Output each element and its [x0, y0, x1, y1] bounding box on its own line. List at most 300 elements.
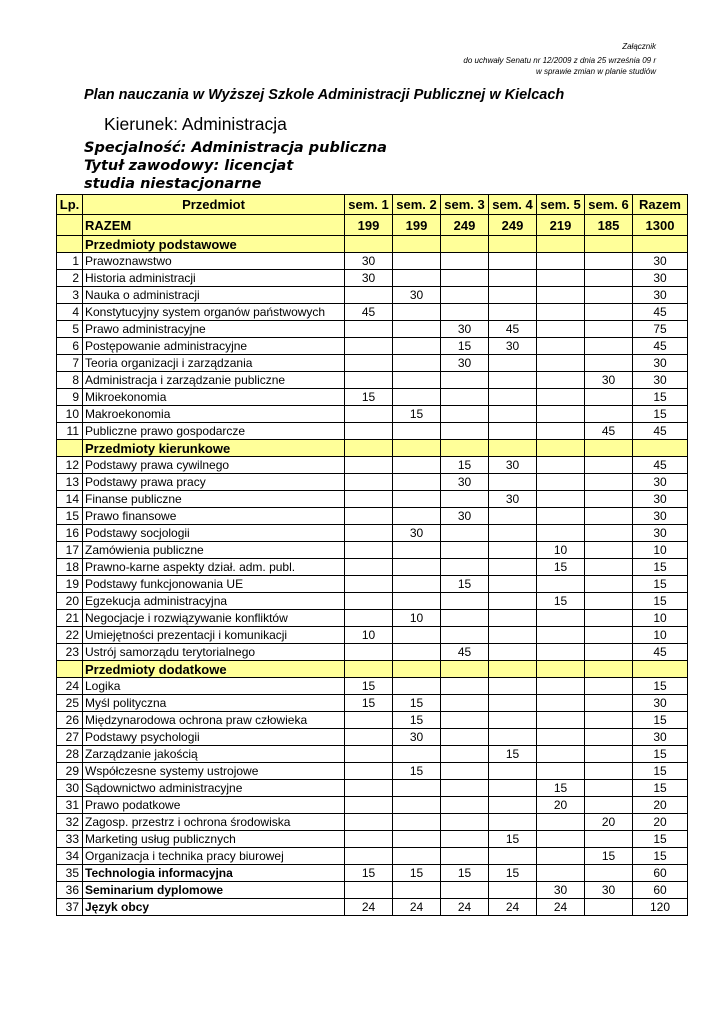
row-sem1	[345, 423, 393, 440]
total-sem3: 249	[441, 215, 489, 236]
table-row	[57, 253, 688, 270]
row-subject: Postępowanie administracyjne	[83, 338, 345, 355]
row-sem6: 45	[585, 423, 633, 440]
row-sem1	[345, 797, 393, 814]
table-row	[57, 542, 688, 559]
table-row	[57, 695, 688, 712]
row-lp: 16	[57, 525, 83, 542]
table-row	[57, 729, 688, 746]
row-sem2: 30	[393, 525, 441, 542]
section-cell	[345, 236, 393, 253]
row-sem6	[585, 729, 633, 746]
row-sem1	[345, 542, 393, 559]
row-sem6	[585, 270, 633, 287]
row-sem4	[489, 372, 537, 389]
row-lp: 20	[57, 593, 83, 610]
row-sem1: 15	[345, 865, 393, 882]
row-total: 15	[633, 678, 688, 695]
row-sem5: 24	[537, 899, 585, 916]
row-sem4	[489, 355, 537, 372]
row-sem3	[441, 287, 489, 304]
row-sem4: 30	[489, 338, 537, 355]
row-lp: 5	[57, 321, 83, 338]
row-total: 30	[633, 355, 688, 372]
row-sem6	[585, 355, 633, 372]
row-sem5	[537, 491, 585, 508]
section-row	[57, 236, 688, 253]
table-row	[57, 899, 688, 916]
section-cell	[633, 661, 688, 678]
row-sem1	[345, 848, 393, 865]
row-sem2	[393, 389, 441, 406]
row-lp: 28	[57, 746, 83, 763]
row-sem4	[489, 542, 537, 559]
row-sem1: 30	[345, 270, 393, 287]
row-total: 15	[633, 848, 688, 865]
row-lp: 29	[57, 763, 83, 780]
row-sem3	[441, 814, 489, 831]
row-sem1	[345, 491, 393, 508]
row-sem3	[441, 763, 489, 780]
row-sem6	[585, 593, 633, 610]
table-row	[57, 508, 688, 525]
table-row	[57, 338, 688, 355]
row-sem6	[585, 559, 633, 576]
row-subject: Mikroekonomia	[83, 389, 345, 406]
row-sem3	[441, 746, 489, 763]
row-sem6	[585, 508, 633, 525]
row-sem3	[441, 712, 489, 729]
row-sem6	[585, 865, 633, 882]
row-sem6	[585, 389, 633, 406]
header-sem1: sem. 1	[345, 195, 393, 215]
row-sem2	[393, 593, 441, 610]
row-sem6	[585, 695, 633, 712]
row-sem4	[489, 389, 537, 406]
section-cell	[537, 236, 585, 253]
row-sem6	[585, 576, 633, 593]
row-total: 45	[633, 338, 688, 355]
section-cell	[441, 440, 489, 457]
row-sem4	[489, 253, 537, 270]
row-subject: Zagosp. przestrz i ochrona środowiska	[83, 814, 345, 831]
row-lp: 4	[57, 304, 83, 321]
row-sem5	[537, 678, 585, 695]
row-sem1	[345, 712, 393, 729]
row-sem2	[393, 270, 441, 287]
row-sem3	[441, 831, 489, 848]
row-sem2: 30	[393, 287, 441, 304]
table-row	[57, 814, 688, 831]
row-sem4	[489, 610, 537, 627]
section-title: Przedmioty podstawowe	[83, 236, 345, 253]
row-sem3	[441, 372, 489, 389]
row-subject: Teoria organizacji i zarządzania	[83, 355, 345, 372]
total-sem4: 249	[489, 215, 537, 236]
row-total: 15	[633, 389, 688, 406]
row-subject: Sądownictwo administracyjne	[83, 780, 345, 797]
table-row	[57, 525, 688, 542]
row-sem6	[585, 678, 633, 695]
table-row	[57, 270, 688, 287]
row-lp: 18	[57, 559, 83, 576]
table-row	[57, 355, 688, 372]
row-sem5	[537, 355, 585, 372]
row-total: 75	[633, 321, 688, 338]
row-sem4	[489, 729, 537, 746]
row-sem1	[345, 338, 393, 355]
table-row	[57, 848, 688, 865]
section-cell	[585, 236, 633, 253]
row-lp: 11	[57, 423, 83, 440]
row-subject: Ustrój samorządu terytorialnego	[83, 644, 345, 661]
section-cell	[345, 440, 393, 457]
row-sem4	[489, 678, 537, 695]
row-total: 30	[633, 729, 688, 746]
row-sem5: 20	[537, 797, 585, 814]
table-row	[57, 865, 688, 882]
total-sem6: 185	[585, 215, 633, 236]
row-sem5	[537, 729, 585, 746]
row-subject: Prawo finansowe	[83, 508, 345, 525]
row-subject: Podstawy prawa cywilnego	[83, 457, 345, 474]
row-sem1: 24	[345, 899, 393, 916]
professional-title: Tytuł zawodowy: licencjat	[84, 158, 294, 174]
row-sem5: 15	[537, 780, 585, 797]
row-subject: Egzekucja administracyjna	[83, 593, 345, 610]
row-lp: 13	[57, 474, 83, 491]
row-sem1	[345, 287, 393, 304]
row-sem3	[441, 882, 489, 899]
row-sem2	[393, 831, 441, 848]
row-sem2	[393, 746, 441, 763]
row-sem5	[537, 610, 585, 627]
section-cell	[537, 661, 585, 678]
row-total: 15	[633, 593, 688, 610]
row-subject: Język obcy	[83, 899, 345, 916]
row-lp: 33	[57, 831, 83, 848]
row-sem2	[393, 627, 441, 644]
row-sem2: 24	[393, 899, 441, 916]
row-subject: Publiczne prawo gospodarcze	[83, 423, 345, 440]
row-sem5	[537, 848, 585, 865]
row-sem3	[441, 542, 489, 559]
row-sem2	[393, 559, 441, 576]
row-sem5	[537, 525, 585, 542]
section-row	[57, 661, 688, 678]
row-subject: Prawo podatkowe	[83, 797, 345, 814]
row-sem2: 15	[393, 406, 441, 423]
row-sem5	[537, 253, 585, 270]
row-total: 15	[633, 763, 688, 780]
row-sem6	[585, 644, 633, 661]
section-lp	[57, 440, 83, 457]
row-sem1	[345, 525, 393, 542]
row-sem2	[393, 508, 441, 525]
row-sem5	[537, 270, 585, 287]
row-sem6	[585, 627, 633, 644]
row-sem6	[585, 899, 633, 916]
row-sem5	[537, 372, 585, 389]
table-row	[57, 763, 688, 780]
row-subject: Współczesne systemy ustrojowe	[83, 763, 345, 780]
row-sem6	[585, 763, 633, 780]
row-sem2	[393, 355, 441, 372]
row-sem4	[489, 763, 537, 780]
row-lp: 9	[57, 389, 83, 406]
row-subject: Historia administracji	[83, 270, 345, 287]
row-subject: Organizacja i technika pracy biurowej	[83, 848, 345, 865]
row-sem5	[537, 338, 585, 355]
row-sem5	[537, 508, 585, 525]
row-sem2	[393, 678, 441, 695]
section-title: Przedmioty dodatkowe	[83, 661, 345, 678]
row-sem2	[393, 338, 441, 355]
row-sem3: 30	[441, 474, 489, 491]
row-total: 120	[633, 899, 688, 916]
row-sem4	[489, 423, 537, 440]
section-cell	[489, 440, 537, 457]
row-sem5	[537, 406, 585, 423]
row-lp: 17	[57, 542, 83, 559]
section-lp	[57, 236, 83, 253]
table-row	[57, 321, 688, 338]
row-sem4	[489, 304, 537, 321]
row-subject: Międzynarodowa ochrona praw człowieka	[83, 712, 345, 729]
row-sem3	[441, 695, 489, 712]
row-lp: 6	[57, 338, 83, 355]
row-sem4: 15	[489, 831, 537, 848]
row-sem1	[345, 457, 393, 474]
row-sem4: 24	[489, 899, 537, 916]
row-sem3: 30	[441, 508, 489, 525]
section-cell	[345, 661, 393, 678]
row-subject: Konstytucyjny system organów państwowych	[83, 304, 345, 321]
row-sem6	[585, 287, 633, 304]
row-subject: Zarządzanie jakością	[83, 746, 345, 763]
section-cell	[633, 236, 688, 253]
header-sem4: sem. 4	[489, 195, 537, 215]
attachment-resolution: do uchwały Senatu nr 12/2009 z dnia 25 września 09 r	[463, 56, 656, 65]
row-lp: 26	[57, 712, 83, 729]
row-sem1	[345, 763, 393, 780]
table-row	[57, 372, 688, 389]
row-lp: 7	[57, 355, 83, 372]
row-sem1	[345, 593, 393, 610]
row-sem4	[489, 695, 537, 712]
row-lp: 37	[57, 899, 83, 916]
row-subject: Podstawy psychologii	[83, 729, 345, 746]
row-total: 45	[633, 423, 688, 440]
row-sem1	[345, 746, 393, 763]
row-sem4	[489, 780, 537, 797]
row-sem3: 15	[441, 576, 489, 593]
table-row	[57, 474, 688, 491]
row-sem6	[585, 338, 633, 355]
row-sem3	[441, 304, 489, 321]
row-sem4	[489, 576, 537, 593]
header-lp: Lp.	[57, 195, 83, 215]
row-sem4	[489, 508, 537, 525]
row-sem4	[489, 712, 537, 729]
row-lp: 10	[57, 406, 83, 423]
row-sem2: 15	[393, 712, 441, 729]
row-sem3	[441, 797, 489, 814]
row-subject: Zamówienia publiczne	[83, 542, 345, 559]
study-mode: studia niestacjonarne	[84, 176, 262, 192]
row-sem3	[441, 593, 489, 610]
row-sem6	[585, 491, 633, 508]
row-total: 15	[633, 712, 688, 729]
row-sem6	[585, 304, 633, 321]
row-sem4	[489, 559, 537, 576]
table-row	[57, 712, 688, 729]
header-sem5: sem. 5	[537, 195, 585, 215]
row-subject: Podstawy socjologii	[83, 525, 345, 542]
row-total: 30	[633, 525, 688, 542]
row-total: 45	[633, 457, 688, 474]
row-sem4	[489, 644, 537, 661]
row-total: 15	[633, 831, 688, 848]
row-sem4	[489, 474, 537, 491]
row-sem6	[585, 797, 633, 814]
row-sem2	[393, 780, 441, 797]
row-sem6: 15	[585, 848, 633, 865]
row-total: 15	[633, 559, 688, 576]
row-sem1	[345, 831, 393, 848]
row-sem3	[441, 610, 489, 627]
row-sem2	[393, 253, 441, 270]
table-row	[57, 678, 688, 695]
row-sem2	[393, 797, 441, 814]
row-lp: 34	[57, 848, 83, 865]
row-sem3	[441, 491, 489, 508]
total-sem2: 199	[393, 215, 441, 236]
table-row	[57, 559, 688, 576]
row-total: 30	[633, 491, 688, 508]
row-subject: Prawoznawstwo	[83, 253, 345, 270]
row-sem1	[345, 780, 393, 797]
row-sem4	[489, 593, 537, 610]
row-lp: 31	[57, 797, 83, 814]
row-lp: 25	[57, 695, 83, 712]
row-sem5	[537, 457, 585, 474]
section-cell	[441, 236, 489, 253]
row-sem5	[537, 644, 585, 661]
row-sem4	[489, 848, 537, 865]
table-row	[57, 423, 688, 440]
attachment-subject: w sprawie zmian w planie studiów	[535, 67, 656, 76]
row-sem4: 30	[489, 491, 537, 508]
row-total: 10	[633, 542, 688, 559]
row-sem3	[441, 678, 489, 695]
row-subject: Myśl polityczna	[83, 695, 345, 712]
row-total: 30	[633, 695, 688, 712]
table-row	[57, 780, 688, 797]
section-cell	[585, 440, 633, 457]
row-sem3	[441, 406, 489, 423]
row-sem6	[585, 457, 633, 474]
row-sem1	[345, 474, 393, 491]
row-subject: Prawno-karne aspekty dział. adm. publ.	[83, 559, 345, 576]
row-sem2	[393, 491, 441, 508]
row-sem1	[345, 882, 393, 899]
row-lp: 24	[57, 678, 83, 695]
row-lp: 1	[57, 253, 83, 270]
row-sem6	[585, 610, 633, 627]
row-sem3	[441, 848, 489, 865]
table-row	[57, 389, 688, 406]
row-sem5	[537, 474, 585, 491]
row-sem2	[393, 372, 441, 389]
header-total: Razem	[633, 195, 688, 215]
row-total: 60	[633, 865, 688, 882]
row-sem1	[345, 814, 393, 831]
row-subject: Finanse publiczne	[83, 491, 345, 508]
table-row	[57, 287, 688, 304]
row-sem6: 30	[585, 372, 633, 389]
row-sem2: 15	[393, 763, 441, 780]
table-row	[57, 644, 688, 661]
row-lp: 27	[57, 729, 83, 746]
section-cell	[393, 236, 441, 253]
row-lp: 36	[57, 882, 83, 899]
table-row	[57, 406, 688, 423]
total-sem5: 219	[537, 215, 585, 236]
curriculum-table	[56, 194, 688, 916]
table-row	[57, 491, 688, 508]
header-sem2: sem. 2	[393, 195, 441, 215]
section-cell	[489, 236, 537, 253]
row-sem3: 15	[441, 338, 489, 355]
row-sem4	[489, 882, 537, 899]
row-sem5: 15	[537, 559, 585, 576]
row-lp: 3	[57, 287, 83, 304]
row-total: 15	[633, 576, 688, 593]
row-sem3	[441, 423, 489, 440]
row-sem5	[537, 576, 585, 593]
row-sem3	[441, 270, 489, 287]
row-total: 15	[633, 780, 688, 797]
table-row	[57, 882, 688, 899]
section-lp	[57, 661, 83, 678]
table-row	[57, 304, 688, 321]
row-sem4	[489, 797, 537, 814]
field-of-study: Kierunek: Administracja	[104, 114, 287, 134]
row-subject: Seminarium dyplomowe	[83, 882, 345, 899]
row-sem6	[585, 746, 633, 763]
row-total: 30	[633, 372, 688, 389]
row-sem5: 30	[537, 882, 585, 899]
row-sem2: 30	[393, 729, 441, 746]
row-sem4	[489, 627, 537, 644]
table-row	[57, 627, 688, 644]
row-sem5	[537, 627, 585, 644]
attachment-label: Załącznik	[622, 42, 656, 51]
row-total: 30	[633, 287, 688, 304]
row-sem3	[441, 525, 489, 542]
row-subject: Logika	[83, 678, 345, 695]
row-sem2: 15	[393, 695, 441, 712]
total-sem1: 199	[345, 215, 393, 236]
row-lp: 8	[57, 372, 83, 389]
row-lp: 12	[57, 457, 83, 474]
row-lp: 14	[57, 491, 83, 508]
row-sem1	[345, 644, 393, 661]
row-sem6	[585, 780, 633, 797]
row-sem5	[537, 831, 585, 848]
table-row	[57, 746, 688, 763]
